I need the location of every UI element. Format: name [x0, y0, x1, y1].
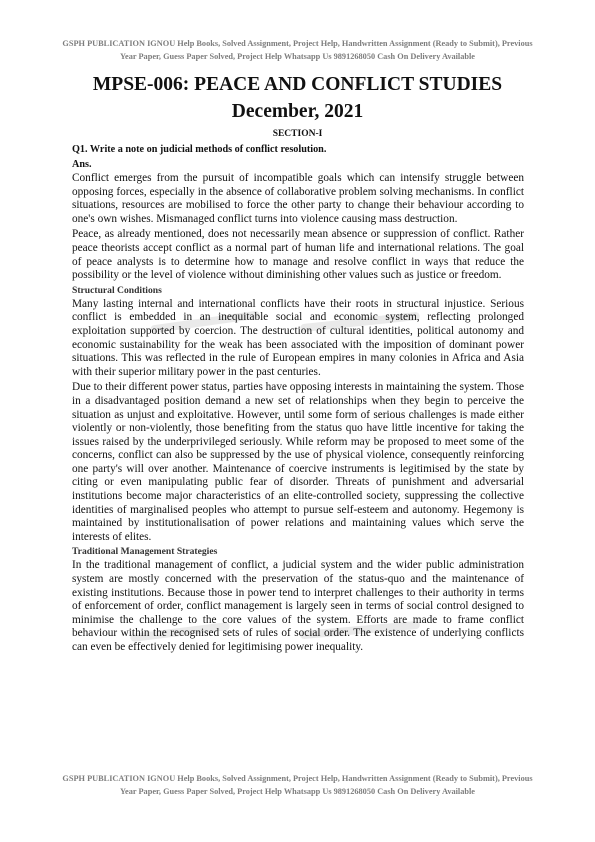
page-footer: GSPH PUBLICATION IGNOU Help Books, Solved Assignment, Project Help, Handwritten Assignment (Ready to Submit), Previous Year Paper, Guess Paper Solved, Project Help Whatsapp Us 9891268050 Cash On Delivery Available [62, 774, 533, 796]
paragraph-structural-injustice: Many lasting internal and international conflicts have their roots in structural injustice. Serious conflict is embedded in an inequitable social and economic system, reflecting prolonged exploitation supported by coercion. The destruction of cultural identities, political autonomy and economic sustainability for the weak has been associated with the imposition of dominant power situations. This was reflected in the rule of European empires in many colonies in Africa and Asia with their superior military power in the past centuries. [72, 297, 524, 378]
document-body [72, 143, 524, 657]
page-header: GSPH PUBLICATION IGNOU Help Books, Solved Assignment, Project Help, Handwritten Assignment (Ready to Submit), Previous Year Paper, Guess Paper Solved, Project Help Whatsapp Us 9891268050 Cash On Delivery Available [62, 39, 533, 61]
paragraph-traditional-management: In the traditional management of conflict, a judicial system and the wider public administration system are mostly concerned with the preservation of the status-quo and the maintenance of existing institutions. Because those in power tend to interpret challenges to their authority in terms of enforcement of order, conflict management is largely seen in terms of social control designed to minimise the challenge to the core values of the system. Efforts are made to frame conflict behaviour within the recognised sets of rules of social order. The existence of underlying conflicts can even be effectively denied for legitimising power inequality. [72, 559, 524, 653]
question-text: Q1. Write a note on judicial methods of conflict resolution. [72, 144, 327, 155]
answer-label: Ans. [72, 159, 92, 170]
paragraph-peace: Peace, as already mentioned, does not necessarily mean absence or suppression of conflict. Rather peace theorists accept conflict as a normal part of human life and international relations. The goal of peace analysts is to determine how to manage and resolve conflict in ways that reduce the possibility or the level of violence without diminishing other values such as justice or freedom. [72, 228, 524, 282]
document-title: MPSE-006: PEACE AND CONFLICT STUDIES [92, 74, 503, 95]
paragraph-conflict-definition: Conflict emerges from the pursuit of incompatible goals which can intensify struggle between opposing forces, especially in the absence of collaborative problem solving mechanisms. In conflict situations, resources are mobilised to force the other party to change their behaviour according to one's own wishes. Mismanaged conflict turns into violence causing mass destruction. [72, 172, 524, 225]
section-label: SECTION-I [272, 129, 323, 139]
subheading-traditional-management: Traditional Management Strategies [72, 546, 218, 558]
document-date: December, 2021 [231, 101, 364, 122]
subheading-structural-conditions: Structural Conditions [72, 284, 162, 296]
paragraph-power-status: Due to their different power status, parties have opposing interests in maintaining the system. Those in a disadvantaged position demand a new set of relationships when they begin to perceive the situation as unjust and exploitative. However, until some form of serious challenges is made either violently or non-violently, those benefiting from the status quo have little incentive for taking the issues raised by the underprivileged seriously. While reform may be proposed to meet some of the concerns, conflict can also be suppressed by the use of physical violence, consequently reinforcing one party's will over another. Maintenance of coercive instruments is legitimised by the state by citing or even manipulating public fear of disorder. Threats of punishment and adversarial institutions become major characteristics of an elite-controlled society, suppressing the collective identities of marginalised peoples who attempt to pursue self-esteem and autonomy. Hegemony is maintained by institutionalisation of power relations and maintaining values which serve the interests of elites. [72, 381, 524, 543]
